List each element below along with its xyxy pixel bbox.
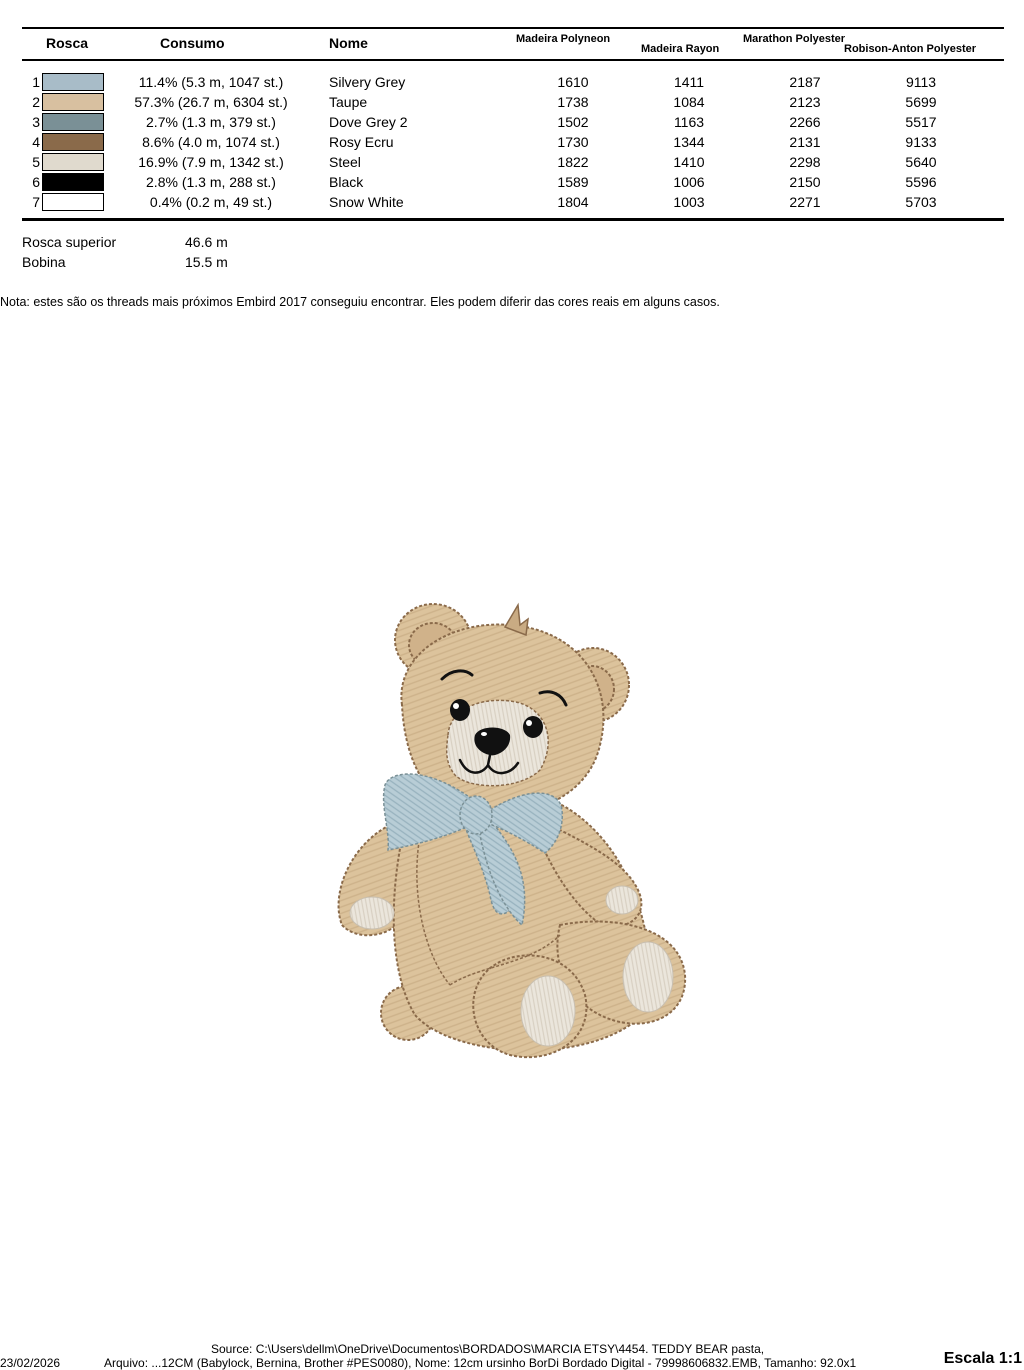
- thread-name: Silvery Grey: [329, 74, 406, 90]
- thread-color-swatch: [42, 193, 104, 211]
- thread-consumo: 16.9% (7.9 m, 1342 st.): [138, 154, 284, 170]
- thread-color-swatch: [42, 153, 104, 171]
- bobina-label: Bobina: [22, 254, 66, 270]
- header-consumo: Consumo: [160, 35, 225, 51]
- thread-name: Snow White: [329, 194, 404, 210]
- thread-color-swatch: [42, 93, 104, 111]
- thread-madeira-rayon: 1410: [673, 154, 705, 170]
- thread-madeira-polyneon: 1738: [557, 94, 589, 110]
- thread-color-swatch: [42, 173, 104, 191]
- thread-madeira-rayon: 1006: [673, 174, 705, 190]
- thread-row: [0, 172, 1024, 192]
- thread-madeira-polyneon: 1502: [557, 114, 589, 130]
- footer-arquivo: Arquivo: ...12CM (Babylock, Bernina, Brother #PES0080), Nome: 12cm ursinho BorDi Bordado Digital - 79998606832.EMB, Tamanho: 92.0x1: [104, 1356, 857, 1370]
- thread-marathon-polyester: 2298: [789, 154, 821, 170]
- thread-row: [0, 152, 1024, 172]
- thread-madeira-polyneon: 1610: [557, 74, 589, 90]
- table-bottom-rule: [22, 218, 1004, 221]
- thread-number: 7: [32, 194, 40, 210]
- thread-row: [0, 192, 1024, 212]
- thread-consumo: 2.7% (1.3 m, 379 st.): [146, 114, 276, 130]
- thread-robison-anton-polyester: 5703: [905, 194, 937, 210]
- thread-consumo: 0.4% (0.2 m, 49 st.): [149, 194, 273, 210]
- thread-row: [0, 112, 1024, 132]
- thread-row: [0, 72, 1024, 92]
- thread-madeira-rayon: 1344: [673, 134, 705, 150]
- thread-marathon-polyester: 2131: [789, 134, 821, 150]
- rosca-superior-label: Rosca superior: [22, 234, 117, 250]
- thread-robison-anton-polyester: 9113: [905, 74, 937, 90]
- thread-color-swatch: [42, 113, 104, 131]
- thread-madeira-polyneon: 1804: [557, 194, 589, 210]
- thread-consumo: 11.4% (5.3 m, 1047 st.): [138, 74, 284, 90]
- thread-number: 2: [32, 94, 40, 110]
- header-marathon-polyester: Marathon Polyester: [743, 33, 846, 45]
- thread-marathon-polyester: 2266: [789, 114, 821, 130]
- thread-number: 3: [32, 114, 40, 130]
- header-robison-anton-polyester: Robison-Anton Polyester: [844, 43, 977, 55]
- thread-consumo: 57.3% (26.7 m, 6304 st.): [134, 94, 288, 110]
- thread-name: Rosy Ecru: [329, 134, 394, 150]
- bobina-value: 15.5 m: [185, 254, 228, 270]
- header-rosca: Rosca: [46, 35, 89, 51]
- thread-row: [0, 92, 1024, 112]
- thread-robison-anton-polyester: 5596: [905, 174, 937, 190]
- thread-madeira-rayon: 1003: [673, 194, 705, 210]
- thread-number: 4: [32, 134, 40, 150]
- thread-note: Nota: estes são os threads mais próximos Embird 2017 conseguiu encontrar. Eles podem diferir das cores reais em alguns casos.: [0, 295, 720, 309]
- thread-madeira-polyneon: 1822: [557, 154, 589, 170]
- teddy-bear-embroidery-preview: [330, 595, 700, 1065]
- thread-robison-anton-polyester: 5517: [905, 114, 937, 130]
- thread-color-swatch: [42, 73, 104, 91]
- thread-name: Steel: [329, 154, 361, 170]
- rosca-superior-value: 46.6 m: [185, 234, 228, 250]
- thread-robison-anton-polyester: 5699: [905, 94, 937, 110]
- thread-madeira-rayon: 1411: [673, 74, 705, 90]
- thread-madeira-rayon: 1163: [673, 114, 705, 130]
- thread-number: 1: [32, 74, 40, 90]
- thread-robison-anton-polyester: 5640: [905, 154, 937, 170]
- thread-robison-anton-polyester: 9133: [905, 134, 937, 150]
- thread-name: Black: [329, 174, 364, 190]
- thread-consumo: 8.6% (4.0 m, 1074 st.): [142, 134, 280, 150]
- thread-color-swatch: [42, 133, 104, 151]
- thread-consumo: 2.8% (1.3 m, 288 st.): [146, 174, 276, 190]
- thread-madeira-polyneon: 1589: [557, 174, 589, 190]
- thread-number: 5: [32, 154, 40, 170]
- header-nome: Nome: [329, 35, 368, 51]
- thread-marathon-polyester: 2150: [789, 174, 821, 190]
- thread-name: Dove Grey 2: [329, 114, 408, 130]
- thread-number: 6: [32, 174, 40, 190]
- thread-marathon-polyester: 2271: [789, 194, 821, 210]
- header-madeira-rayon: Madeira Rayon: [641, 43, 720, 55]
- footer-source: Source: C:\Users\dellm\OneDrive\Documentos\BORDADOS\MARCIA ETSY\4454. TEDDY BEAR pasta,: [211, 1342, 765, 1356]
- thread-madeira-polyneon: 1730: [557, 134, 589, 150]
- header-madeira-polyneon: Madeira Polyneon: [516, 33, 611, 45]
- thread-marathon-polyester: 2187: [789, 74, 821, 90]
- thread-name: Taupe: [329, 94, 368, 110]
- thread-madeira-rayon: 1084: [673, 94, 705, 110]
- thread-row: [0, 132, 1024, 152]
- footer-date: 23/02/2026: [0, 1356, 61, 1370]
- thread-marathon-polyester: 2123: [789, 94, 821, 110]
- header-top-rule: [22, 27, 1004, 29]
- header-bottom-rule: [22, 59, 1004, 61]
- footer-scale: Escala 1:1: [943, 1350, 1022, 1367]
